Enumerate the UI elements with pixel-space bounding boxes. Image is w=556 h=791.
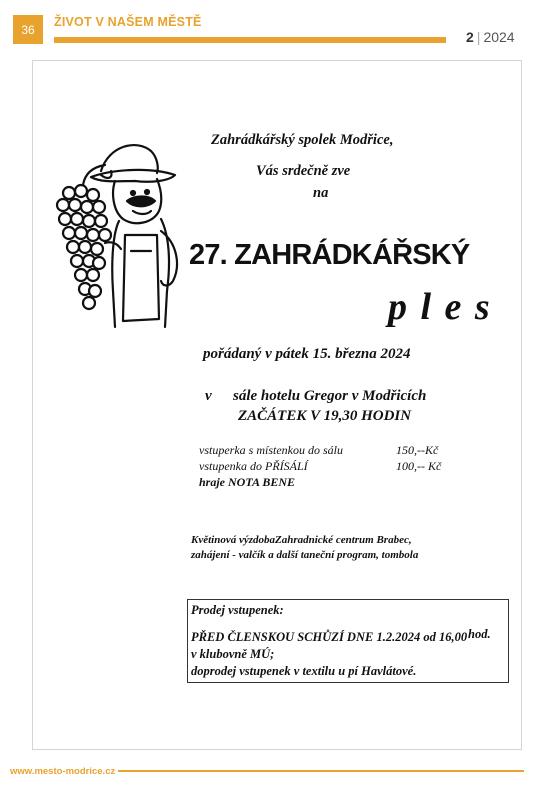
footer-divider <box>118 770 524 772</box>
ticket-side-price: 100,-- Kč <box>396 459 442 473</box>
footer-website-link[interactable]: www.mesto-modrice.cz <box>10 766 116 777</box>
program-line: zahájení - valčík a další taneční program, tombola <box>191 549 419 561</box>
header-divider <box>54 37 446 43</box>
issue-year: 2024 <box>483 29 515 45</box>
issue-number: 2 <box>466 29 474 45</box>
sales-line-2: v klubovně MÚ; <box>191 647 275 661</box>
issue-label <box>466 29 515 45</box>
invitation-poster <box>32 60 522 750</box>
music-band: hraje NOTA BENE <box>199 475 296 489</box>
event-title: 27. ZAHRÁDKÁŘSKÝ <box>189 239 470 271</box>
decoration-line: Květinová výzdobaZahradnické centrum Brabec, <box>191 534 412 546</box>
event-subtitle: p l e s <box>388 286 492 328</box>
invites-on: na <box>313 185 329 201</box>
sales-line-1: PŘED ČLENSKOU SCHŮZÍ DNE 1.2.2024 od 16,00 <box>191 630 468 644</box>
start-time: ZAČÁTEK V 19,30 HODIN <box>238 408 412 424</box>
section-title: ŽIVOT V NAŠEM MĚSTĚ <box>54 15 202 29</box>
ticket-seat-label: vstuperka s místenkou do sálu <box>199 443 343 457</box>
sales-line-3: doprodej vstupenek v textilu u pí Havlátové. <box>191 664 417 678</box>
host-name: Zahrádkářský spolek Modřice, <box>211 132 394 148</box>
ticket-sales-box <box>187 599 509 683</box>
venue-prefix: v <box>205 388 212 404</box>
issue-separator: | <box>476 29 481 45</box>
invites-line: Vás srdečně zve <box>256 163 351 179</box>
venue: sále hotelu Gregor v Modřicích <box>233 388 427 404</box>
sales-line-1-suffix: hod. <box>468 627 491 641</box>
gardener-illustration <box>39 131 199 331</box>
sales-heading: Prodej vstupenek: <box>191 603 284 617</box>
page-number-badge: 36 <box>13 15 43 44</box>
ticket-side-label: vstupenka do PŘÍSÁLÍ <box>199 459 308 473</box>
event-date: pořádaný v pátek 15. března 2024 <box>203 346 411 362</box>
ticket-seat-price: 150,--Kč <box>396 443 439 457</box>
